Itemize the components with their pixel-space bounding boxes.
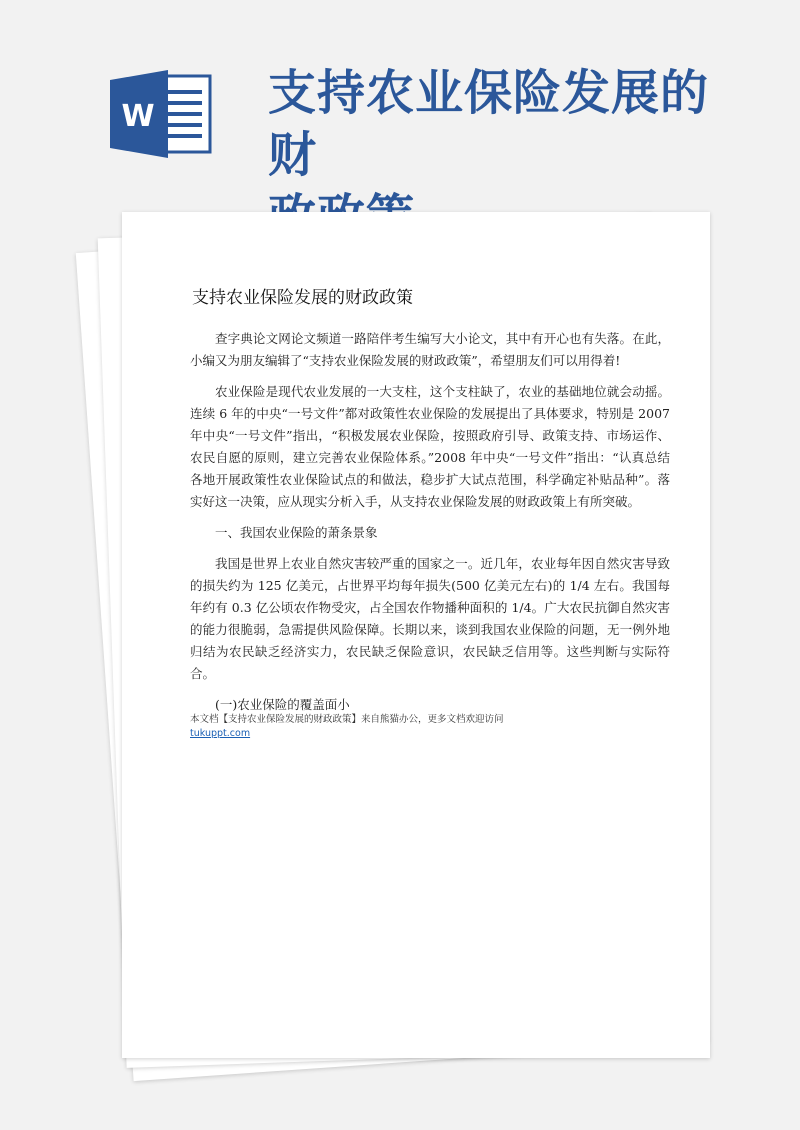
footer-text: 本文档【支持农业保险发展的财政政策】来自熊猫办公，更多文档欢迎访问: [190, 714, 504, 725]
section-heading-1: 一、我国农业保险的萧条景象: [215, 525, 378, 540]
paragraph-disasters: 我国是世界上农业自然灾害较严重的国家之一。近几年，农业每年因自然灾害导致的损失约为 125 亿美元，占世界平均每年损失(500 亿美元左右)的 1/4 左右。我国每年约有 0.3 亿公顷农作物受灾，占全国农作物播种面积的 1/4。广大农民抗御自然灾害的能力很脆弱，急需提供风险保障。长期以来，谈到我国农业保险的问题，无一例外地归结为农民缺乏经济实力，农民缺乏保险意识，农民缺乏信用等。这些判断与实际符合。: [190, 556, 670, 681]
paragraph-intro: 查字典论文网论文频道一路陪伴考生编写大小论文，其中有开心也有失落。在此，小编又为朋友编辑了“支持农业保险发展的财政政策”，希望朋友们可以用得着!: [190, 331, 670, 368]
title-line-1: 支持农业保险发展的财: [268, 65, 710, 183]
document-body: [190, 328, 670, 725]
header: [0, 0, 800, 210]
page-heading: 支持农业保险发展的财政政策: [192, 288, 413, 308]
logo-letter: W: [121, 99, 155, 134]
word-document-icon: [110, 70, 214, 158]
subsection-heading-1: (一)农业保险的覆盖面小: [215, 697, 350, 712]
footer-link[interactable]: tukuppt.com: [190, 728, 251, 739]
paragraph-agri-insurance: 农业保险是现代农业发展的一大支柱，这个支柱缺了，农业的基础地位就会动摇。连续 6 年的中央“一号文件”都对政策性农业保险的发展提出了具体要求，特别是 2007 年中央“一号文件”指出，“积极发展农业保险，按照政府引导、政策支持、市场运作、农民自愿的原则，建立完善农业保险体系。”2008 年中央“一号文件”指出：“认真总结各地开展政策性农业保险试点的和做法，稳步扩大试点范围，科学确定补贴品种”。落实好这一决策，应从现实分析入手，从支持农业保险发展的财政政策上有所突破。: [190, 384, 670, 509]
footer-note: [190, 713, 670, 741]
